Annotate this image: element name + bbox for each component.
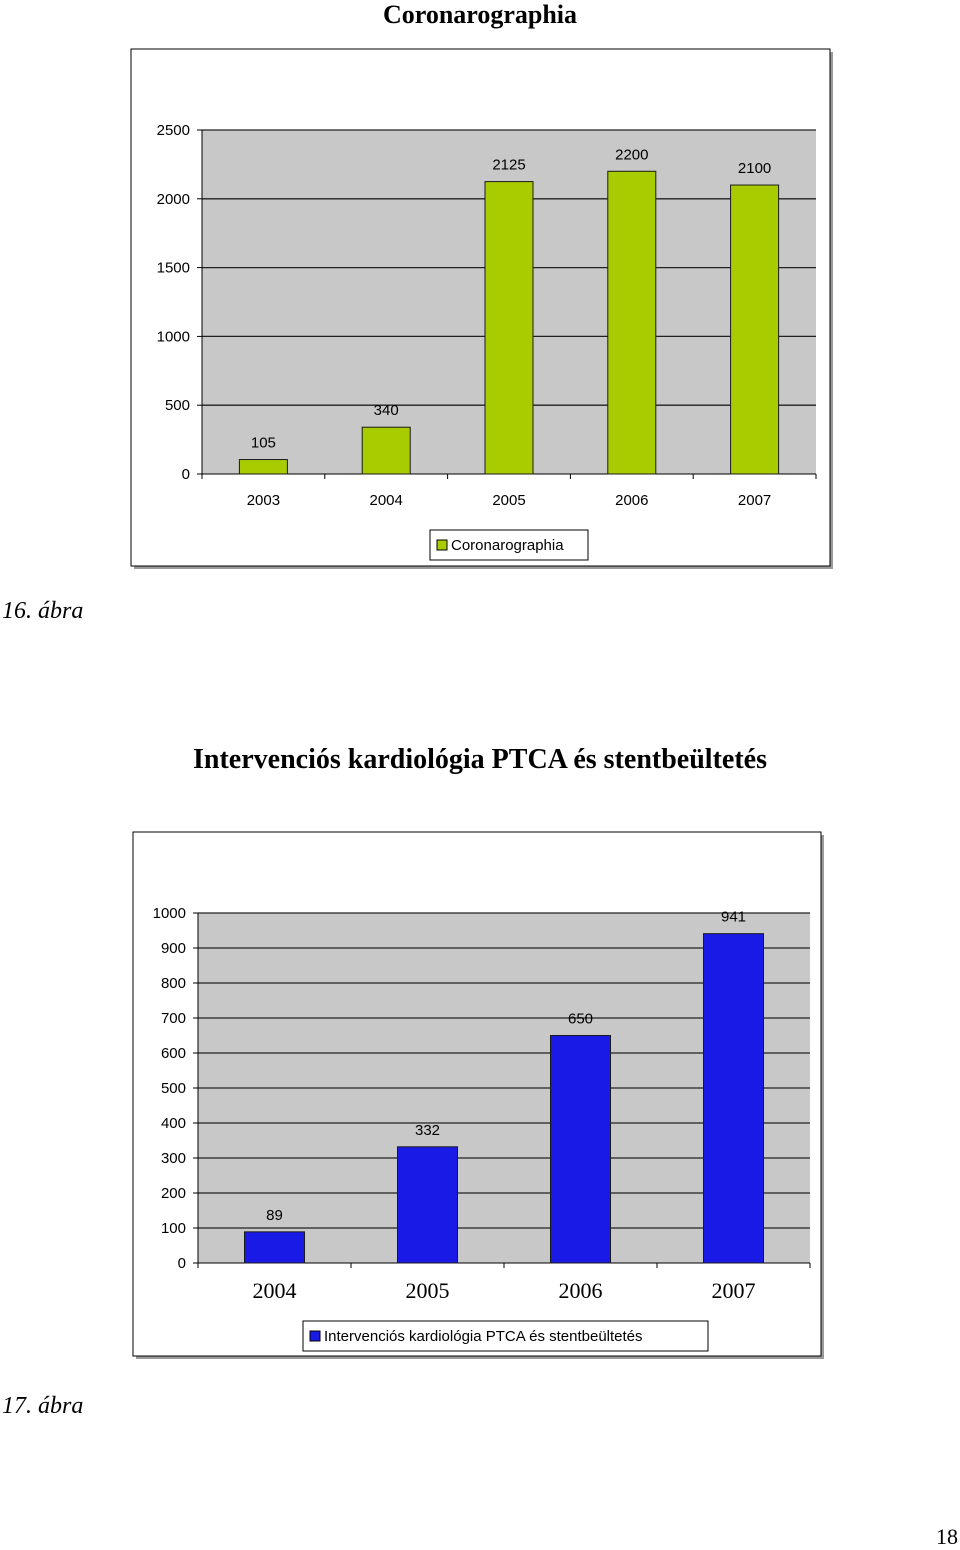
chart2-category-label: 2005 — [405, 1278, 450, 1303]
chart2-y-tick-label: 400 — [160, 1115, 186, 1132]
chart1-y-tick-label: 2500 — [156, 122, 190, 139]
chart2-y-tick-label: 1000 — [152, 905, 186, 922]
chart2-value-label: 332 — [414, 1121, 441, 1139]
chart1-legend-swatch — [437, 540, 447, 550]
chart1-category-label: 2003 — [246, 492, 281, 509]
chart2-legend-swatch — [310, 1331, 320, 1341]
chart2-bar — [551, 1036, 611, 1264]
chart2-category-label: 2006 — [558, 1278, 603, 1303]
chart2-y-tick-label: 500 — [160, 1080, 186, 1097]
chart1-bar — [485, 182, 533, 474]
chart1-y-tick-label: 2000 — [156, 190, 190, 208]
chart2-caption: 17. ábra — [2, 1393, 84, 1419]
chart2-value-label: 650 — [567, 1010, 594, 1028]
page-number: 18 — [936, 1524, 958, 1549]
chart1-y-tick-label: 0 — [181, 466, 190, 483]
chart2-y-tick-label: 100 — [160, 1220, 186, 1237]
chart2-y-tick-label: 700 — [160, 1010, 186, 1027]
chart2-bar — [398, 1147, 458, 1263]
chart2-bar — [245, 1232, 305, 1263]
chart2-legend-label: Intervenciós kardiológia PTCA és stentbeültetés — [324, 1328, 643, 1345]
chart1-bar — [608, 171, 656, 474]
chart1-y-tick-label: 1000 — [156, 328, 190, 346]
chart1-bar — [239, 460, 287, 474]
chart2-y-tick-label: 0 — [177, 1255, 186, 1272]
chart2-y-tick-label: 600 — [160, 1045, 186, 1062]
chart2-y-tick-label: 800 — [160, 975, 186, 992]
chart1-page-title: Coronarographia — [382, 0, 578, 29]
chart1-category-label: 2006 — [615, 492, 649, 509]
chart1-category-label: 2004 — [369, 492, 403, 509]
chart1-value-label: 340 — [373, 402, 399, 420]
chart1-category-label: 2007 — [737, 492, 772, 509]
chart2-category-label: 2007 — [711, 1278, 756, 1303]
chart1-category-label: 2005 — [492, 492, 526, 509]
chart2-bar — [704, 934, 764, 1263]
chart2-y-tick-label: 300 — [160, 1150, 186, 1167]
chart1-y-tick-label: 1500 — [156, 259, 190, 277]
chart1-bar — [362, 427, 410, 474]
chart1-value-label: 2125 — [492, 156, 526, 174]
chart1-legend-label: Coronarographia — [451, 537, 564, 554]
chart2-value-label: 941 — [720, 908, 747, 926]
chart2-y-tick-label: 200 — [160, 1185, 186, 1202]
chart2-page-title: Intervenciós kardiológia PTCA és stentbeültetés — [193, 744, 767, 775]
chart1-value-label: 105 — [250, 434, 276, 452]
chart2-category-label: 2004 — [252, 1278, 297, 1303]
chart1-y-tick-label: 500 — [164, 397, 190, 415]
chart1-value-label: 2100 — [737, 160, 772, 178]
chart2-value-label: 89 — [266, 1206, 283, 1224]
chart1-caption: 16. ábra — [2, 598, 84, 624]
chart2-y-tick-label: 900 — [160, 940, 186, 957]
chart1-bar — [731, 185, 779, 474]
chart1-value-label: 2200 — [615, 146, 649, 164]
